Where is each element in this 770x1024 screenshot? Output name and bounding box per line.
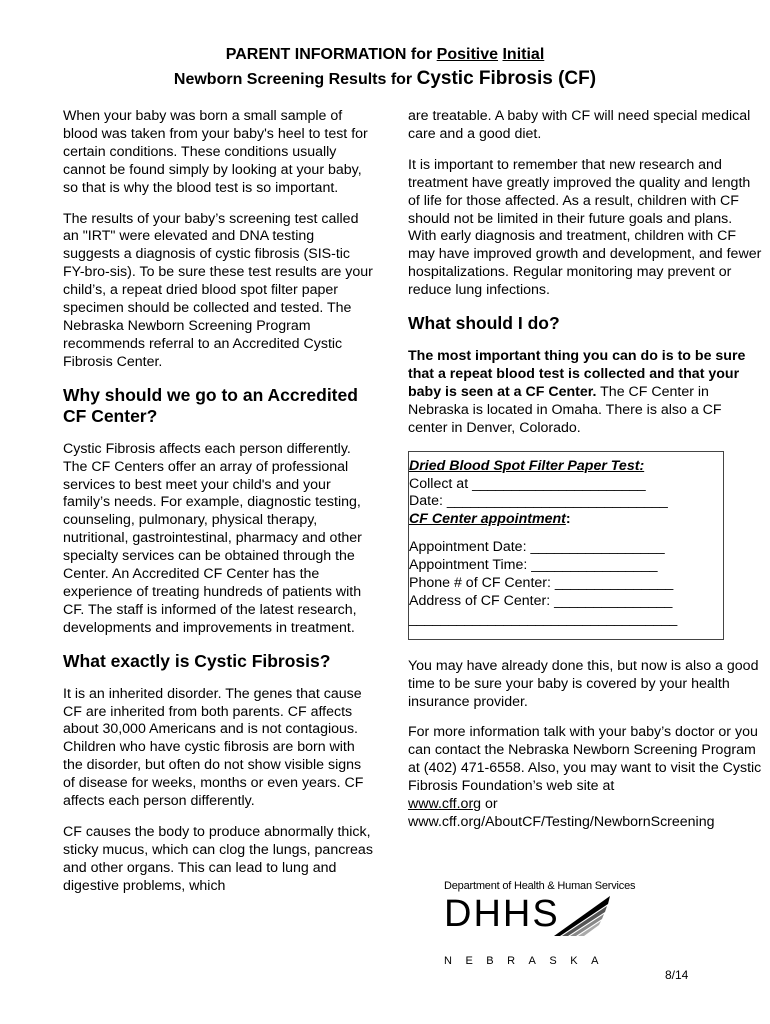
logo-swoosh-icon	[552, 894, 612, 938]
research-paragraph: It is important to remember that new research and treatment have greatly improved the quality and length of life for those affected. As a result, children with CF should not be limited in their future goals and plans. With early diagnosis and treatment, children with CF may have improved growth and development, and fewer hospitalizations. Regular monitoring may prevent or reduce lung infections.	[408, 156, 762, 299]
appointment-time-field[interactable]: Appointment Time: ________________	[409, 557, 658, 574]
initial-text: Initial	[502, 46, 545, 63]
box-title: Dried Blood Spot Filter Paper Test:	[409, 457, 645, 474]
inherited-paragraph: It is an inherited disorder. The genes that cause CF are inherited from both parents. CF affects about 30,000 Americans and is not contagious. Children who have cystic fibrosis are born with the disorder, but often do not show visible signs of disease for weeks, months or even years. CF affects each person differently.	[63, 685, 364, 810]
left-column	[63, 108, 373, 909]
cf-center-paragraph: Cystic Fibrosis affects each person differently. The CF Centers offer an array of professional services to best meet your child's and your family’s needs. For example, diagnostic testing, counseling, pulmonary, physical therapy, nutritional, gastrointestinal, pharmacy and other specialty services can be obtained through the Center. An Accredited CF Center has the experience of treating hundreds of patients with CF. The staff is informed of the latest research, developments and improvements in treatment.	[63, 440, 362, 636]
intro-paragraph: When your baby was born a small sample of blood was taken from your baby's heel to test for certain conditions. These conditions usually cannot be found simply by looking at your baby, so that is why the blood test is so important.	[63, 108, 368, 196]
cf-appointment-heading: CF Center appointment:	[409, 511, 571, 528]
results-paragraph: The results of your baby’s screening test called an "IRT" were elevated and DNA testing suggests a diagnosis of cystic fibrosis (SIS-tic FY-bro-sis). To be sure these test results are your child’s, a repeat dried blood spot filter paper specimen should be collected and tested. The Nebraska Newborn Screening Program recommends referral to an Accredited Cystic Fibrosis Center.	[63, 210, 373, 370]
logo-nebraska-text: NEBRASKA	[444, 955, 612, 967]
treatable-paragraph: are treatable. A baby with CF will need special medical care and a good diet.	[408, 108, 751, 142]
title-line-1: PARENT INFORMATION for Positive Initial	[225, 46, 545, 63]
insurance-paragraph: You may have already done this, but now is also a good time to be sure your baby is covered by your health insurance provider.	[408, 657, 759, 710]
logo-department-text: Department of Health & Human Services	[444, 880, 636, 892]
date-field[interactable]: Date: ____________________________	[409, 493, 668, 510]
logo-dhhs-text: DHHS	[444, 893, 560, 935]
more-info-paragraph: For more information talk with your baby’s doctor or you can contact the Nebraska Newborn Screening Program at (402) 471-6558. Also, you may want to visit the Cystic Fibrosis Foundation’s web site at www.cff.org or www.cff.org/AboutCF/Testing/NewbornScreening	[408, 724, 762, 830]
heading-why-accredited: Why should we go to an Accredited CF Center?	[63, 384, 358, 426]
right-column	[408, 108, 763, 845]
test-form-box	[408, 451, 724, 640]
appointment-date-field[interactable]: Appointment Date: _________________	[409, 539, 665, 556]
dhhs-logo	[444, 880, 636, 980]
mucus-paragraph: CF causes the body to produce abnormally thick, sticky mucus, which can clog the lungs, pancreas and other organs. This can lead to lung and digestive problems, which	[63, 824, 373, 894]
phone-field[interactable]: Phone # of CF Center: _______________	[409, 575, 674, 592]
heading-what-is-cf: What exactly is Cystic Fibrosis?	[63, 650, 331, 671]
cff-newborn-link[interactable]: www.cff.org/AboutCF/Testing/NewbornScreening	[408, 814, 715, 830]
address-field[interactable]: Address of CF Center: _______________	[409, 592, 673, 609]
title-line-2: Newborn Screening Results for Cystic Fibrosis (CF)	[173, 68, 597, 89]
address-field-line-2[interactable]: __________________________________	[409, 610, 678, 627]
heading-what-should-i-do: What should I do?	[408, 313, 560, 334]
collect-at-field[interactable]: Collect at ______________________	[409, 475, 646, 492]
revision-date: 8/14	[665, 968, 689, 982]
cff-link[interactable]: www.cff.org	[408, 796, 482, 813]
title-cf: Cystic Fibrosis (CF)	[416, 68, 597, 89]
positive-text: Positive	[436, 46, 499, 63]
important-paragraph: The most important thing you can do is to be sure that a repeat blood test is collected and that your baby is seen at a CF Center. The CF Center in Nebraska is located in Omaha. There is also a CF center in Denver, Colorado.	[408, 348, 746, 436]
